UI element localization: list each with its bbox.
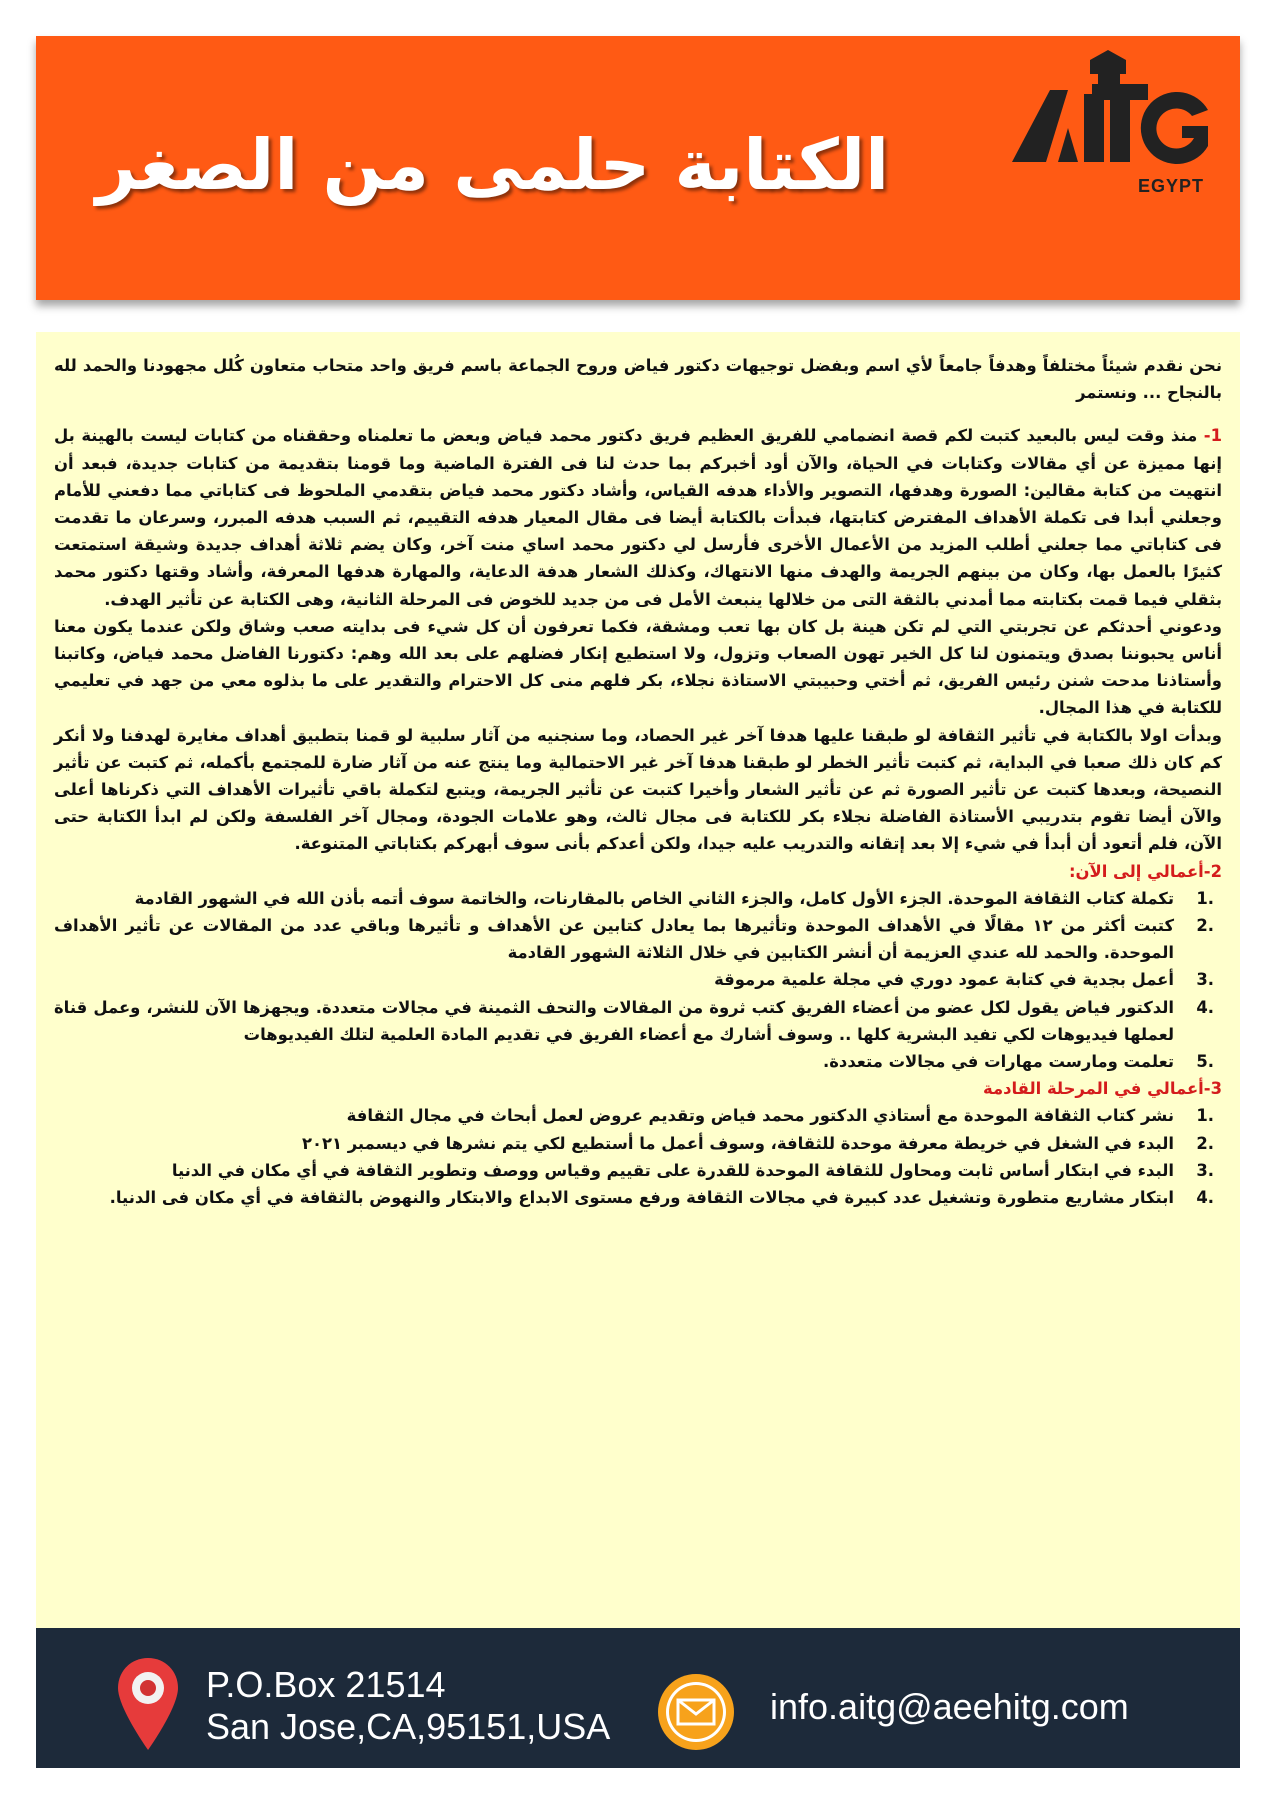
page-title: الكتابة حلمى من الصغر	[96, 124, 890, 206]
section1-p1-text: منذ وقت ليس بالبعيد كتبت لكم قصة انضمامي للفريق العظيم فريق دكتور محمد فياض وبعض ما تعلمناه وحققناه من كتابات ليست بالهينة بل إنها مميزة عن أي مقالات وكتابات في الحياة، والآن أود أخبركم بما حدث لنا فى الفترة الماضية وما قومنا بتقديمة من كتابات جديدة، فبعد أن انتهيت من كتابة مقالين: الصورة وهدفها، التصوير والأداء هدفه القياس، وأشاد دكتور محمد فياض بتقدمي الملحوظ فى كتاباتي مما دفعني للأمام وجعلني أبدا فى تكملة الأهداف المفترض كتابتها، فبدأت بالكتابة أيضا فى مقال المعيار هدفه التقييم، ثم السبب هدفه المبرر، وسرعان ما تقدمت فى كتاباتي مما جعلني أطلب المزيد من الأعمال الأخرى فأرسل لي دكتور محمد اساي منت آخر، وكان يضم ثلاثة أهداف جديدة وشيقة استمتعت كثيرًا بالعمل بها، وكان من بينهم الجريمة والهدف منها الانتهاك، وكذلك الشعار هدفة الدعاية، والمهارة هدفها المعرفة، وأشاد وقتها دكتور محمد بثقلي فيما قمت بكتابته مما أمدني بالثقة التى من خلالها ينبعث الأمل فى من جديد للخوض فى المرحلة الثانية، وهى الكتابة عن تأثير الهدف.	[54, 426, 1222, 609]
location-pin-icon	[116, 1656, 180, 1752]
content-area	[36, 332, 1240, 1628]
section1-paragraph-1	[54, 422, 1222, 612]
mail-icon	[656, 1672, 736, 1752]
logo-subtitle: EGYPT	[1137, 176, 1204, 196]
list-item: 4. الدكتور فياض يقول لكل عضو من أعضاء الفريق كتب ثروة من المقالات والتحف الثمينة في مجالات متعددة. ويجهزها الآن للنشر، وعمل قناة لعملها فيديوهات لكي تفيد البشرية كلها .. وسوف أشارك مع أعضاء الفريق في تقديم المادة العلمية لتلك الفيديوهات	[54, 997, 1214, 1044]
section2-list	[54, 885, 1222, 1075]
list-item: 4. ابتكار مشاريع متطورة وتشغيل عدد كبيرة في مجالات الثقافة ورفع مستوى الابداع والابتكار والنهوض بالثقافة في أي مكان فى الدنيا.	[109, 1188, 1214, 1208]
list-item: 2. كتبت أكثر من ١٢ مقالًا في الأهداف الموحدة وتأثيرها بما يعادل كتابين عن الأهداف و تأثيرها وباقي عدد من المقالات عن تأثير الأهداف الموحدة. والحمد لله عندي العزيمة أن أنشر الكتابين في خلال الثلاثة الشهور القادمة	[54, 916, 1214, 963]
list-item: 5. تعلمت ومارست مهارات في مجالات متعددة.	[823, 1052, 1214, 1072]
section1-number: 1-	[1203, 426, 1222, 446]
list-item: 2. البدء في الشغل في خريطة معرفة موحدة للثقافة، وسوف أعمل ما أستطيع لكي يتم نشرها في ديسمبر ٢٠٢١	[301, 1133, 1214, 1153]
list-item: 1. تكملة كتاب الثقافة الموحدة. الجزء الأول كامل، والجزء الثاني الخاص بالمقارنات، والخاتمة سوف أتمه بأذن الله في الشهور القادمة	[134, 888, 1214, 908]
section1-paragraph-2: ودعوني أحدثكم عن تجربتي التي لم تكن هينة بل كان بها تعب ومشقة، فكما تعرفون أن كل شيء فى بدايته صعب وشاق ولكن عندما يكون معنا أناس يحبوننا بصدق ويتمنون لنا كل الخير تهون الصعاب وتزول، ولا استطيع إنكار فضلهم على بعد الله وهم: دكتورنا الفاضل محمد فياض، وكاتبنا وأستاذنا مدحت شنن رئيس الفريق، ثم أختي وحبيبتي الاستاذة نجلاء، بكر فلهم منى كل الاحترام والتقدير على ما بذلوه معي من جهد في تعليمي للكتابة في هذا المجال.	[54, 616, 1222, 718]
section1-paragraph-3: وبدأت اولا بالكتابة في تأثير الثقافة لو طبقنا عليها هدفا آخر غير الحصاد، وما سنجنيه من آثار سلبية لو قمنا بتطبيق أهداف مغايرة لهدفنا ولا أنكر كم كان ذلك صعبا في البداية، ثم كتبت تأثير الخطر لو طبقنا هدفا آخر غير الاحتمالية وما ينتج عنه من آثار ضارة للمجتمع بأكمله، ثم كتبت عن تأثير النصيحة، وبعدها كتبت عن تأثير الصورة ثم عن تأثير الشعار وأخيرا كتبت عن تأثير الجريمة، ويتبع لتكملة باقي تأثيرات الأهداف التي ذكرناها أعلى والآن أيضا تقوم بتدريبي الأستاذة الفاضلة نجلاء بكر للكتابة فى مجال ثالث، وهو علامات الجودة، ومجال آخر الفلسفة ولكن لم ابدأ الكتابة حتى الآن، فلم أتعود أن أبدأ في شيء إلا بعد إتقانه والتدريب عليه جيدا، ولكن أعدكم بأنى سوف أبهركم بكتاباتي المتنوعة.	[54, 725, 1222, 854]
intro-paragraph: نحن نقدم شيئاً مختلفاً وهدفاً جامعاً لأي اسم وبفضل توجيهات دكتور فياض وروح الجماعة باسم فريق واحد متحاب متعاون كُلل مجهودنا والحمد لله بالنجاح ... ونستمر	[54, 356, 1222, 403]
section3-list	[54, 1102, 1222, 1211]
address-line-1: P.O.Box 21514	[206, 1664, 446, 1705]
section3-heading: 3-أعمالي في المرحلة القادمة	[983, 1079, 1222, 1099]
address-line-2: San Jose,CA,95151,USA	[206, 1706, 611, 1747]
section2-heading: 2-أعمالي إلى الآن:	[1068, 861, 1222, 881]
page	[36, 36, 1240, 1768]
list-item: 3. البدء في ابتكار أساس ثابت ومحاول للثقافة الموحدة للقدرة على تقييم وقياس ووصف وتطوير الثقافة في أي مكان في الدنيا	[171, 1160, 1214, 1180]
header-banner	[36, 36, 1240, 300]
footer-bar	[36, 1628, 1240, 1768]
list-item: 3. أعمل بجدية في كتابة عمود دوري في مجلة علمية مرموقة	[714, 970, 1214, 990]
address	[206, 1664, 610, 1748]
email-link[interactable]: info.aitg@aeehitg.com	[770, 1686, 1129, 1727]
list-item: 1. نشر كتاب الثقافة الموحدة مع أستاذي الدكتور محمد فياض وتقديم عروض لعمل أبحاث في مجال الثقافة	[346, 1106, 1214, 1126]
article-text	[54, 352, 1222, 1211]
